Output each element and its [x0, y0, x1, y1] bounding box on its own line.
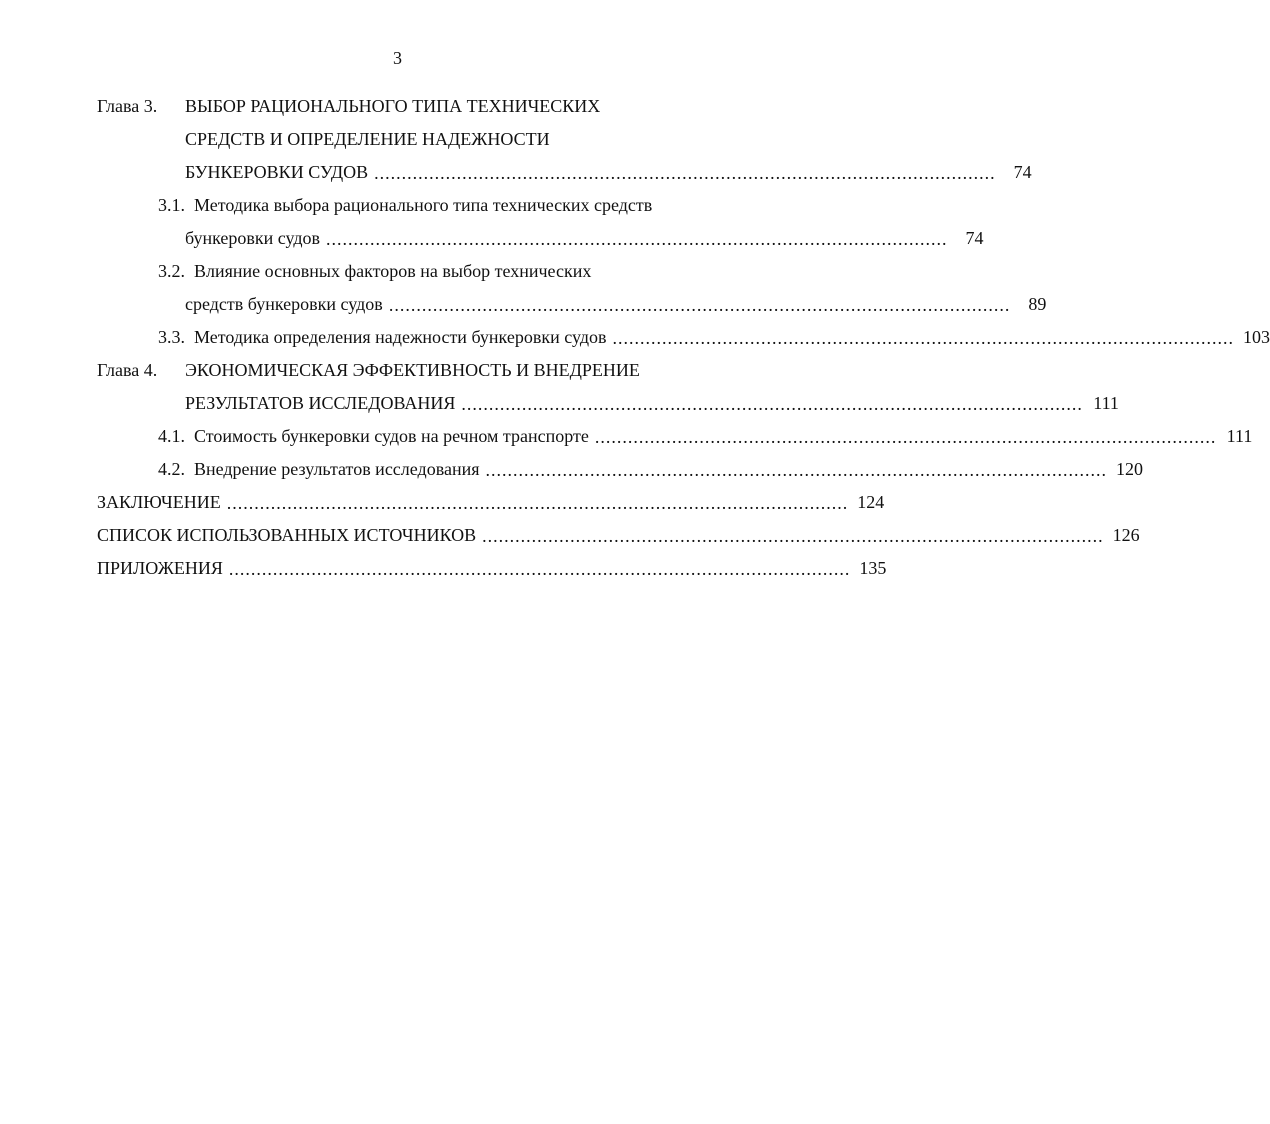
leader-dots: ................................................................................................................. — [612, 327, 1234, 348]
leader-dots: ................................................................................................................. — [388, 294, 1011, 315]
toc-s4-2-label: 4.2. — [158, 459, 185, 479]
leader-dots: ................................................................................................................. — [228, 558, 851, 579]
toc-references-line[interactable] — [97, 519, 1140, 552]
page-number: 3 — [393, 48, 402, 68]
toc-s3-2-page: 89 — [1028, 294, 1047, 314]
toc-references-title: СПИСОК ИСПОЛЬЗОВАННЫХ ИСТОЧНИКОВ — [97, 525, 477, 545]
toc-chapter3-page: 74 — [1013, 162, 1032, 182]
toc-s4-2-page: 120 — [1116, 459, 1143, 479]
leader-dots: ................................................................................................................. — [374, 162, 996, 183]
toc-conclusion-line[interactable] — [97, 486, 885, 519]
toc-s4-1-title: Стоимость бункеровки судов на речном транспорте — [194, 426, 589, 446]
toc-chapter3-label: Глава 3. — [97, 96, 158, 116]
toc-s3-1-page: 74 — [965, 228, 984, 248]
toc-s4-2-line[interactable] — [97, 453, 1143, 486]
toc-chapter4-title-line2: РЕЗУЛЬТАТОВ ИССЛЕДОВАНИЯ — [185, 393, 456, 413]
toc-conclusion-title: ЗАКЛЮЧЕНИЕ — [97, 492, 221, 512]
toc-s4-1-line[interactable] — [97, 420, 1253, 453]
toc-s4-2-title: Внедрение результатов исследования — [194, 459, 480, 479]
toc-chapter3-title-line1: ВЫБОР РАЦИОНАЛЬНОГО ТИПА ТЕХНИЧЕСКИХ — [185, 96, 601, 116]
table-of-contents — [97, 90, 1270, 585]
toc-s4-1-label: 4.1. — [158, 426, 185, 446]
toc-s3-1-title-line2: бункеровки судов — [185, 228, 321, 248]
toc-appendices-title: ПРИЛОЖЕНИЯ — [97, 558, 223, 578]
toc-appendices-page: 135 — [859, 558, 887, 578]
toc-s3-3-title: Методика определения надежности бункеровки судов — [194, 327, 607, 347]
toc-conclusion-page: 124 — [857, 492, 885, 512]
toc-appendices-line[interactable] — [97, 552, 887, 585]
toc-chapter3-line1 — [97, 90, 717, 123]
toc-s4-1-page: 111 — [1226, 426, 1253, 446]
toc-s3-3-line[interactable] — [97, 321, 1270, 354]
toc-s3-2-title-line1: Влияние основных факторов на выбор технических — [194, 261, 592, 281]
toc-chapter3-line3[interactable] — [97, 156, 1032, 189]
toc-s3-2-line1 — [97, 255, 717, 288]
leader-dots: ................................................................................................................. — [482, 525, 1104, 546]
toc-s3-3-label: 3.3. — [158, 327, 185, 347]
toc-s3-3-page: 103 — [1243, 327, 1270, 347]
toc-chapter4-page: 111 — [1093, 393, 1119, 413]
toc-s3-1-line1 — [97, 189, 717, 222]
toc-s3-1-line2[interactable] — [97, 222, 984, 255]
toc-chapter4-line1 — [97, 354, 717, 387]
toc-s3-2-label: 3.2. — [158, 261, 185, 281]
toc-chapter4-label: Глава 4. — [97, 360, 158, 380]
leader-dots: ................................................................................................................. — [326, 228, 948, 249]
toc-s3-1-title-line1: Методика выбора рационального типа технических средств — [194, 195, 653, 215]
toc-chapter4-line2[interactable] — [97, 387, 1119, 420]
toc-chapter3-title-line3: БУНКЕРОВКИ СУДОВ — [185, 162, 369, 182]
toc-chapter4-title-line1: ЭКОНОМИЧЕСКАЯ ЭФФЕКТИВНОСТЬ И ВНЕДРЕНИЕ — [185, 360, 640, 380]
toc-chapter3-line2 — [97, 123, 717, 156]
leader-dots: ................................................................................................................. — [485, 459, 1107, 480]
toc-s3-2-title-line2: средств бункеровки судов — [185, 294, 383, 314]
toc-chapter3-title-line2: СРЕДСТВ И ОПРЕДЕЛЕНИЕ НАДЕЖНОСТИ — [185, 129, 550, 149]
leader-dots: ................................................................................................................. — [226, 492, 849, 513]
toc-s3-1-label: 3.1. — [158, 195, 185, 215]
leader-dots: ................................................................................................................. — [594, 426, 1217, 447]
toc-s3-2-line2[interactable] — [97, 288, 1047, 321]
leader-dots: ................................................................................................................. — [461, 393, 1083, 414]
toc-references-page: 126 — [1112, 525, 1140, 545]
